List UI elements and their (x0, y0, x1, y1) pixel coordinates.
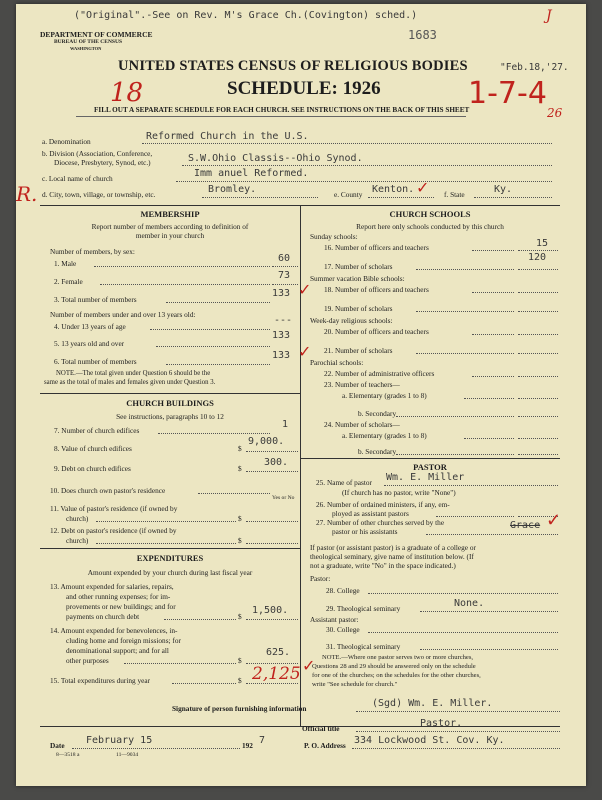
membership-sub2: member in your church (135, 231, 205, 240)
city-value: Bromley. (208, 184, 257, 195)
q17-label: 17. Number of scholars (324, 262, 393, 271)
q13-label-d: payments on church debt (66, 612, 140, 621)
official-title-label: Official title (302, 724, 340, 733)
red-check-q3: ✓ (298, 280, 312, 299)
q8-label: 8. Value of church edifices (54, 444, 132, 453)
sunday-label: Sunday schools: (310, 232, 358, 241)
state-label: f. State (444, 190, 465, 199)
dept-line3: WASHINGTON (70, 46, 102, 51)
q15-value: 2,125 (252, 664, 301, 684)
dept-line2: BUREAU OF THE CENSUS (54, 39, 123, 45)
city-label: d. City, town, village, or township, etc. (42, 190, 156, 199)
q3-value: 133 (272, 288, 291, 299)
q27-label-b: pastor or his assistants (332, 527, 398, 536)
q22-label: 22. Number of administrative officers (324, 369, 435, 378)
q10-label: 10. Does church own pastor's residence (50, 486, 166, 495)
census-form: ("Original".-See on Rev. M's Grace Ch.(Covington) sched.) J DEPARTMENT OF COMMERCE BUREAU OF THE CENSUS WASHINGTON 1683 UNITED STATES CENSUS OF RELIGIOUS BODIES "Feb.18,'27. SCHEDULE: 1926 18 1-7-4 26 R. FILL OUT A SEPARATE SCHEDULE FOR EACH CHURCH. SEE INSTRUCTIONS ON THE BACK OF THIS SHEET a. Denomination Reformed Church in the U.S. b. Division (Association, Conference, Diocese, Presbytery, Synod, etc.) S.W.Ohio Classis--Ohio Synod. c. Local name of church Imm anuel Reformed. d. City, town, village, or township, etc. Bromley. e. County Kenton. ✓ f. State Ky. MEMBERSHIP Report number of members according to definition of member in your church Number of members, by sex: 1. Male 60 2. Female 73 3. Total number of members 133 ✓ Number of members under and over 13 years old: 4. Under 13 years of age --- 5. 13 years old and over 133 6. Total number of members 133 ✓ NOTE.—The total given under Question 6 should be the same as the total of males and females given under Question 3. CHURCH BUILDINGS See instructions, paragraphs 10 to 12 7. Number of church edifices 1 8. Value of church edifices $ 9,000. 9. Debt on church edifices $ 300. 10. Does church own pastor's residence Yes or No 11. Value of pastor's residence (if owned by church) $ 12. Debt on pastor's residence (if owned by church) $ EXPENDITURES Amount expended by your church during last fiscal year 13. Amount expended for salaries, repairs, and other running expenses; for im- provements or new buildings; and for payments on church debt $ 1,500. 14. Amount expended for benevolences, in- cluding home and foreign missions; for denominational support; and for all other purposes $ 625. 15. Total expenditures during year $ 2,125 ✓ CHURCH SCHOOLS Report here only schools conducted by this church Sunday schools: 16. Number of officers and teachers 15 17. Number of scholars 120 Summer vacation Bible schools: 18. Number of officers and teachers 19. Number of scholars Week-day religious schools: 20. Number of officers and teachers 21. Number of scholars Parochial schools: 22. Number of administrative officers 23. Number of teachers— a. Elementary (grades 1 to 8) b. Secondary 24. Number of scholars— a. Elementary (grades 1 to 8) b. Secondary PASTOR 25. Name of pastor Wm. E. Miller (If church has no pastor, write "None") 26. Number of ordained ministers, if any, em- ployed as assistant pastors 27. Number of other churches served by the pastor or his assistants Grace ✓ If pastor (or assistant pastor) is a graduate of a college or theological seminary, give name of institution below. (If not a graduate, write "No" in the space indicated.) Pastor: 28. College 29. Theological seminary None. Assistant pastor: 30. College 31. Theological seminary NOTE.—Where one pastor serves two or more churches, Questions 28 and 29 should be answered only on the schedule for one of the churches; on the schedules for the other churches, write "See schedule for church." Signature of person furnishing information (Sgd) Wm. E. Miller. Official title Pastor. Date February 15 192 7 P. O. Address 334 Lockwood St. Cov. Ky. 8—3518 a 11—9034 (16, 4, 586, 786)
top-mark: J (546, 8, 552, 24)
schools-title: CHURCH SCHOOLS (389, 209, 471, 219)
pastor-sub-label: Pastor: (310, 574, 331, 583)
q5-value: 133 (272, 330, 291, 341)
pastor-title: PASTOR (413, 462, 447, 472)
membership-note1: NOTE.—The total given under Question 6 should be the (56, 370, 211, 377)
schedule-title: SCHEDULE: 1926 (227, 78, 381, 99)
pastor-note-2: Questions 28 and 29 should be answered only on the schedule (312, 663, 476, 670)
membership-title: MEMBERSHIP (140, 209, 200, 219)
official-title-value: Pastor. (420, 718, 463, 729)
q2-label: 2. Female (54, 277, 83, 286)
po-address-value: 334 Lockwood St. Cov. Ky. (354, 735, 505, 746)
by-sex-label: Number of members, by sex: (50, 247, 135, 256)
q31-label: 31. Theological seminary (326, 642, 401, 651)
q4-label: 4. Under 13 years of age (54, 322, 126, 331)
dept-line1: DEPARTMENT OF COMMERCE (40, 30, 153, 39)
q9-value: 300. (264, 457, 289, 468)
q14-label-c: denominational support; and for all (66, 646, 169, 655)
q7-label: 7. Number of church edifices (54, 426, 140, 435)
red-number-26: 26 (547, 106, 563, 120)
q16-label: 16. Number of officers and teachers (324, 243, 429, 252)
denomination-value: Reformed Church in the U.S. (146, 131, 309, 142)
q13-label-a: 13. Amount expended for salaries, repairs, (50, 582, 174, 591)
local-name-label: c. Local name of church (42, 174, 113, 183)
instruction-line: FILL OUT A SEPARATE SCHEDULE FOR EACH CHURCH. SEE INSTRUCTIONS ON THE BACK OF THIS SHEET (94, 106, 470, 114)
county-value: Kenton. (372, 184, 415, 195)
q12-label-a: 12. Debt on pastor's residence (if owned by (50, 526, 177, 535)
q23-label: 23. Number of teachers— (324, 380, 400, 389)
q17-value: 120 (528, 252, 547, 263)
q27-value: Grace (510, 520, 541, 531)
print-number: 11—9034 (116, 752, 139, 758)
year-prefix: 192 (242, 741, 253, 750)
q3-label: 3. Total number of members (54, 295, 137, 304)
local-name-value: Imm anuel Reformed. (194, 168, 309, 179)
schools-sub: Report here only schools conducted by this church (356, 222, 504, 231)
q27-label-a: 27. Number of other churches served by the (316, 518, 445, 527)
red-check-county: ✓ (416, 178, 430, 197)
buildings-sub: See instructions, paragraphs 10 to 12 (116, 412, 224, 421)
red-check-q27: ✓ (546, 510, 562, 531)
q30-label: 30. College (326, 625, 360, 634)
q4-value: --- (274, 315, 293, 326)
yes-no-hint: Yes or No (272, 495, 295, 501)
q26-label-a: 26. Number of ordained ministers, if any, em- (316, 500, 450, 509)
membership-sub1: Report number of members according to definition of (91, 222, 249, 231)
expenditures-sub: Amount expended by your church during last fiscal year (87, 568, 253, 577)
signature-value: (Sgd) Wm. E. Miller. (372, 698, 493, 709)
q6-label: 6. Total number of members (54, 357, 137, 366)
q13-value: 1,500. (252, 605, 289, 616)
top-note: ("Original".-See on Rev. M's Grace Ch.(Covington) sched.) (74, 10, 418, 21)
q23b-label: b. Secondary (358, 409, 397, 418)
po-address-label: P. O. Address (304, 741, 346, 750)
date-value: February 15 (86, 735, 153, 746)
assistant-label: Assistant pastor: (310, 615, 359, 624)
q13-label-b: and other running expenses; for im- (66, 592, 171, 601)
q11-label-b: church) (66, 514, 89, 523)
year-digit: 7 (259, 735, 266, 746)
q29-label: 29. Theological seminary (326, 604, 401, 613)
q20-label: 20. Number of officers and teachers (324, 327, 429, 336)
membership-note2: same as the total of males and females given under Question 3. (44, 379, 216, 386)
stamp-number: 1683 (408, 28, 437, 42)
q1-value: 60 (278, 253, 291, 264)
weekday-label: Week-day religious schools: (310, 316, 393, 325)
q28-label: 28. College (326, 586, 360, 595)
q6-value: 133 (272, 350, 291, 361)
q14-value: 625. (266, 647, 291, 658)
q13-label-c: provements or new buildings; and for (66, 602, 176, 611)
q9-label: 9. Debt on church edifices (54, 464, 131, 473)
pastor-note-3: for one of the churches; on the schedules for the other churches, (312, 672, 481, 679)
red-check-q6: ✓ (298, 342, 312, 361)
denomination-label: a. Denomination (42, 137, 91, 146)
buildings-title: CHURCH BUILDINGS (126, 398, 214, 408)
division-label-2: Diocese, Presbytery, Synod, etc.) (54, 158, 151, 167)
q2-value: 73 (278, 270, 291, 281)
q24a-label: a. Elementary (grades 1 to 8) (342, 431, 427, 440)
form-number: 8—3518 a (56, 752, 80, 758)
pastor-intro-1: If pastor (or assistant pastor) is a graduate of a college or (310, 543, 476, 552)
q25-note: (If church has no pastor, write "None") (342, 488, 456, 497)
q14-label-b: cluding home and foreign missions; for (66, 636, 181, 645)
q7-value: 1 (282, 419, 289, 430)
red-r-mark: R. (16, 182, 38, 206)
division-value: S.W.Ohio Classis--Ohio Synod. (188, 153, 363, 164)
form-title: UNITED STATES CENSUS OF RELIGIOUS BODIES (118, 58, 468, 74)
q23a-label: a. Elementary (grades 1 to 8) (342, 391, 427, 400)
q18-label: 18. Number of officers and teachers (324, 285, 429, 294)
pastor-intro-3: not a graduate, write "No" in the space indicated.) (310, 561, 456, 570)
q24b-label: b. Secondary (358, 447, 397, 456)
parochial-label: Parochial schools: (310, 358, 364, 367)
q29-value: None. (454, 598, 485, 609)
q14-label-a: 14. Amount expended for benevolences, in- (50, 626, 178, 635)
pastor-intro-2: theological seminary, give name of institution below. (If (310, 552, 474, 561)
expenditures-title: EXPENDITURES (136, 553, 204, 563)
q14-label-d: other purposes (66, 656, 109, 665)
q26-label-b: ployed as assistant pastors (332, 509, 409, 518)
q24-label: 24. Number of scholars— (324, 420, 400, 429)
q15-label: 15. Total expenditures during year (50, 676, 151, 685)
q25-value: Wm. E. Miller (386, 472, 465, 483)
q11-label-a: 11. Value of pastor's residence (if owned by (50, 504, 178, 513)
age-head-label: Number of members under and over 13 years old: (50, 310, 196, 319)
red-check-q15: ✓ (302, 656, 316, 675)
division-label-1: b. Division (Association, Conference, (42, 149, 153, 158)
q8-value: 9,000. (248, 436, 285, 447)
q21-label: 21. Number of scholars (324, 346, 393, 355)
date-stamp: "Feb.18,'27. (500, 62, 569, 73)
summer-label: Summer vacation Bible schools: (310, 274, 405, 283)
county-label: e. County (334, 190, 363, 199)
pastor-note-4: write "See schedule for church." (312, 681, 398, 688)
state-value: Ky. (494, 184, 513, 195)
red-code: 1-7-4 (468, 76, 547, 111)
red-number-18: 18 (110, 78, 144, 108)
signature-label: Signature of person furnishing information (172, 704, 307, 713)
q19-label: 19. Number of scholars (324, 304, 393, 313)
date-label: Date (50, 741, 65, 750)
q1-label: 1. Male (54, 259, 77, 268)
pastor-note-1: NOTE.—Where one pastor serves two or more churches, (322, 654, 474, 661)
q5-label: 5. 13 years old and over (54, 339, 125, 348)
q25-label: 25. Name of pastor (316, 478, 372, 487)
q16-value: 15 (536, 238, 549, 249)
q12-label-b: church) (66, 536, 89, 545)
